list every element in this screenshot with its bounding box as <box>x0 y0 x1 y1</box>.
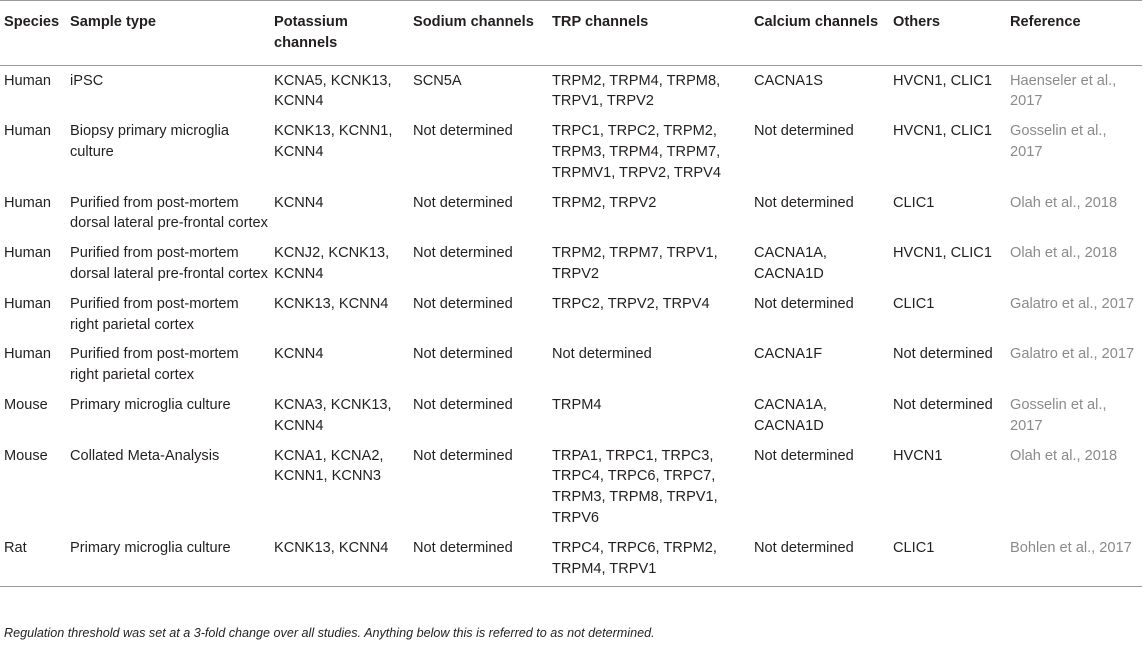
cell-potassium: KCNA1, KCNA2, KCNN1, KCNN3 <box>274 447 384 485</box>
cell-sodium: Not determined <box>413 123 513 140</box>
table-row <box>0 289 1142 340</box>
reference-link[interactable]: Bohlen et al., 2017 <box>1010 539 1132 556</box>
table-row <box>0 65 1142 116</box>
cell-sample-type: Primary microglia culture <box>70 396 231 413</box>
cell-potassium: KCNA3, KCNK13, KCNN4 <box>274 396 392 434</box>
cell-others: CLIC1 <box>893 539 935 556</box>
reference-link[interactable]: Haenseler et al., 2017 <box>1010 72 1117 110</box>
cell-sample-type: Purified from post-mortem right parietal cortex <box>70 295 239 333</box>
cell-trp: TRPC1, TRPC2, TRPM2, TRPM3, TRPM4, TRPM7, TRPMV1, TRPV2, TRPV4 <box>552 123 721 181</box>
table-row <box>0 116 1142 187</box>
cell-trp: TRPM2, TRPM4, TRPM8, TRPV1, TRPV2 <box>552 72 721 110</box>
cell-sample-type: Purified from post-mortem dorsal lateral pre-frontal cortex <box>70 245 268 282</box>
cell-potassium: KCNK13, KCNN1, KCNN4 <box>274 123 393 160</box>
cell-others: HVCN1, CLIC1 <box>893 72 992 89</box>
cell-potassium: KCNA5, KCNK13, KCNN4 <box>274 72 392 110</box>
header-potassium-channels: Potassium channels <box>274 14 348 51</box>
header-reference: Reference <box>1010 14 1081 30</box>
header-others: Others <box>893 14 941 30</box>
table-row <box>0 188 1142 239</box>
cell-sodium: Not determined <box>413 245 513 262</box>
table-body <box>0 65 1142 587</box>
cell-potassium: KCNJ2, KCNK13, KCNN4 <box>274 245 390 282</box>
cell-species: Human <box>4 245 52 262</box>
table-footnote: Regulation threshold was set at a 3-fold change over all studies. Anything below this is referred to as not determined. <box>4 626 655 640</box>
reference-link[interactable]: Galatro et al., 2017 <box>1010 346 1135 363</box>
table-row <box>0 390 1142 441</box>
reference-link[interactable]: Olah et al., 2018 <box>1010 447 1118 464</box>
cell-sodium: SCN5A <box>413 72 462 89</box>
header-calcium-channels: Calcium channels <box>754 14 879 30</box>
cell-potassium: KCNK13, KCNN4 <box>274 295 389 312</box>
reference-link[interactable]: Galatro et al., 2017 <box>1010 295 1135 312</box>
reference-link[interactable]: Gosselin et al., 2017 <box>1010 123 1107 160</box>
cell-potassium: KCNN4 <box>274 194 324 211</box>
cell-species: Rat <box>4 539 27 556</box>
table-row <box>0 339 1142 390</box>
cell-sodium: Not determined <box>413 346 513 363</box>
cell-potassium: KCNN4 <box>274 346 324 363</box>
cell-calcium: Not determined <box>754 194 854 211</box>
cell-others: Not determined <box>893 396 993 413</box>
reference-link[interactable]: Gosselin et al., 2017 <box>1010 396 1107 434</box>
reference-link[interactable]: Olah et al., 2018 <box>1010 245 1118 262</box>
cell-others: CLIC1 <box>893 194 935 211</box>
cell-sample-type: Collated Meta-Analysis <box>70 447 220 464</box>
cell-calcium: CACNA1F <box>754 346 823 363</box>
cell-trp: TRPC4, TRPC6, TRPM2, TRPM4, TRPV1 <box>552 539 717 577</box>
cell-sodium: Not determined <box>413 447 513 464</box>
cell-others: CLIC1 <box>893 295 935 312</box>
cell-sample-type: Primary microglia culture <box>70 539 231 556</box>
cell-trp: TRPM4 <box>552 396 602 413</box>
cell-calcium: Not determined <box>754 123 854 140</box>
cell-trp: Not determined <box>552 346 652 363</box>
cell-species: Human <box>4 72 52 89</box>
header-sample-type: Sample type <box>70 14 156 30</box>
cell-species: Mouse <box>4 447 48 464</box>
cell-sample-type: Purified from post-mortem dorsal lateral pre-frontal cortex <box>70 194 268 232</box>
cell-trp: TRPC2, TRPV2, TRPV4 <box>552 295 710 312</box>
cell-potassium: KCNK13, KCNN4 <box>274 539 389 556</box>
cell-calcium: CACNA1A, CACNA1D <box>754 245 827 282</box>
cell-trp: TRPM2, TRPM7, TRPV1, TRPV2 <box>552 245 718 282</box>
cell-sodium: Not determined <box>413 539 513 556</box>
cell-species: Human <box>4 194 52 211</box>
cell-species: Human <box>4 123 52 140</box>
cell-calcium: Not determined <box>754 447 854 464</box>
reference-link[interactable]: Olah et al., 2018 <box>1010 194 1118 211</box>
cell-calcium: CACNA1A, CACNA1D <box>754 396 827 434</box>
cell-trp: TRPA1, TRPC1, TRPC3, TRPC4, TRPC6, TRPC7, TRPM3, TRPM8, TRPV1, TRPV6 <box>552 447 718 526</box>
cell-species: Mouse <box>4 396 48 413</box>
cell-species: Human <box>4 346 52 363</box>
cell-sample-type: Purified from post-mortem right parietal cortex <box>70 346 239 384</box>
cell-sample-type: iPSC <box>70 72 104 89</box>
cell-sodium: Not determined <box>413 396 513 413</box>
cell-species: Human <box>4 295 52 312</box>
header-trp-channels: TRP channels <box>552 14 649 30</box>
cell-calcium: Not determined <box>754 539 854 556</box>
cell-sample-type: Biopsy primary microglia culture <box>70 123 229 160</box>
table-row <box>0 533 1142 587</box>
table-header <box>0 1 1142 66</box>
cell-others: Not determined <box>893 346 993 363</box>
cell-calcium: Not determined <box>754 295 854 312</box>
table-row <box>0 238 1142 289</box>
cell-sodium: Not determined <box>413 194 513 211</box>
header-sodium-channels: Sodium channels <box>413 14 534 30</box>
header-species: Species <box>4 14 60 30</box>
cell-others: HVCN1, CLIC1 <box>893 123 992 140</box>
cell-others: HVCN1, CLIC1 <box>893 245 992 262</box>
cell-sodium: Not determined <box>413 295 513 312</box>
cell-trp: TRPM2, TRPV2 <box>552 194 657 211</box>
cell-calcium: CACNA1S <box>754 72 823 89</box>
table-row <box>0 441 1142 533</box>
header-row <box>0 1 1142 66</box>
cell-others: HVCN1 <box>893 447 943 464</box>
